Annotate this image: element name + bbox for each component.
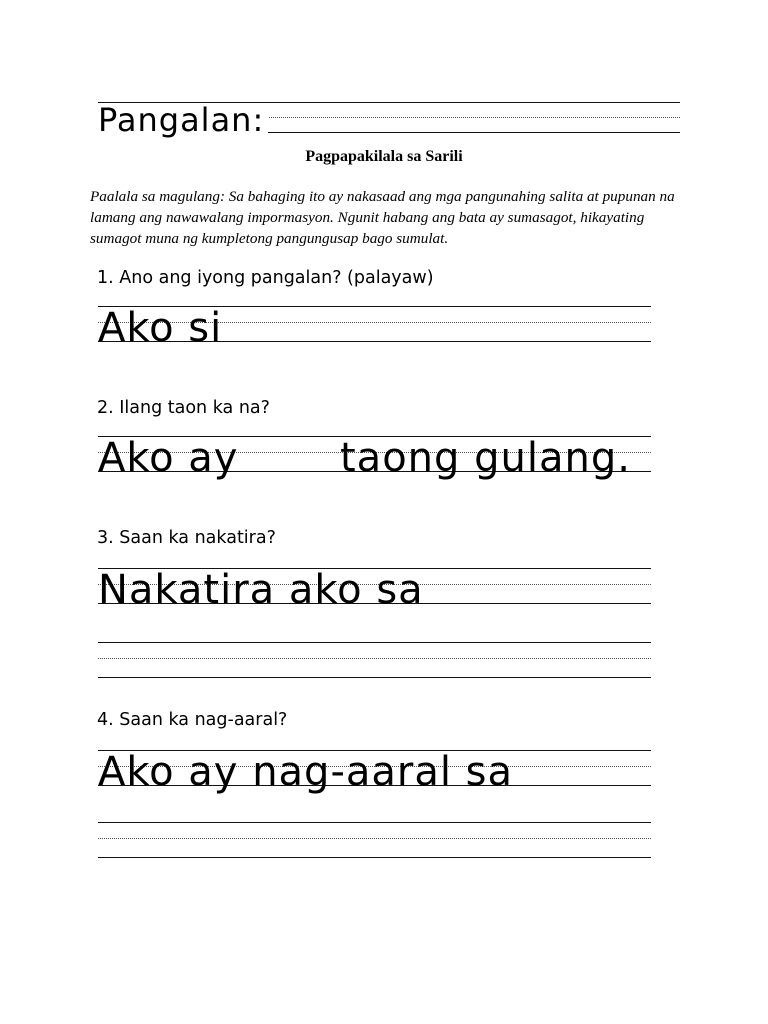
answer-4-extra-line[interactable] (98, 812, 651, 860)
answer-1-prompt: Ako si (98, 305, 223, 351)
name-label: Pangalan: (98, 104, 268, 136)
answer-3-extra-line[interactable] (98, 632, 651, 680)
question-4: 4. Saan ka nag-aaral? (97, 710, 288, 730)
answer-3-prompt: Nakatira ako sa (98, 567, 424, 613)
parent-instructions: Paalala sa magulang: Sa bahaging ito ay nakasaad ang mga pangunahing salita at pupunan na lamang ang nawawalang impormasyon. Ngunit habang ang bata ay sumasagot, hikayating sumagot muna ng kumpletong pangungusap bago sumulat. (90, 188, 675, 247)
question-2: 2. Ilang taon ka na? (97, 398, 270, 418)
answer-2-prompt-end: taong gulang. (340, 435, 631, 481)
answer-4-prompt: Ako ay nag-aaral sa (98, 749, 514, 795)
question-1: 1. Ano ang iyong pangalan? (palayaw) (97, 268, 434, 288)
answer-2-prompt-start: Ako ay (98, 435, 239, 481)
page-title: Pagpapakilala sa Sarili (305, 148, 463, 165)
question-3: 3. Saan ka nakatira? (97, 528, 276, 548)
